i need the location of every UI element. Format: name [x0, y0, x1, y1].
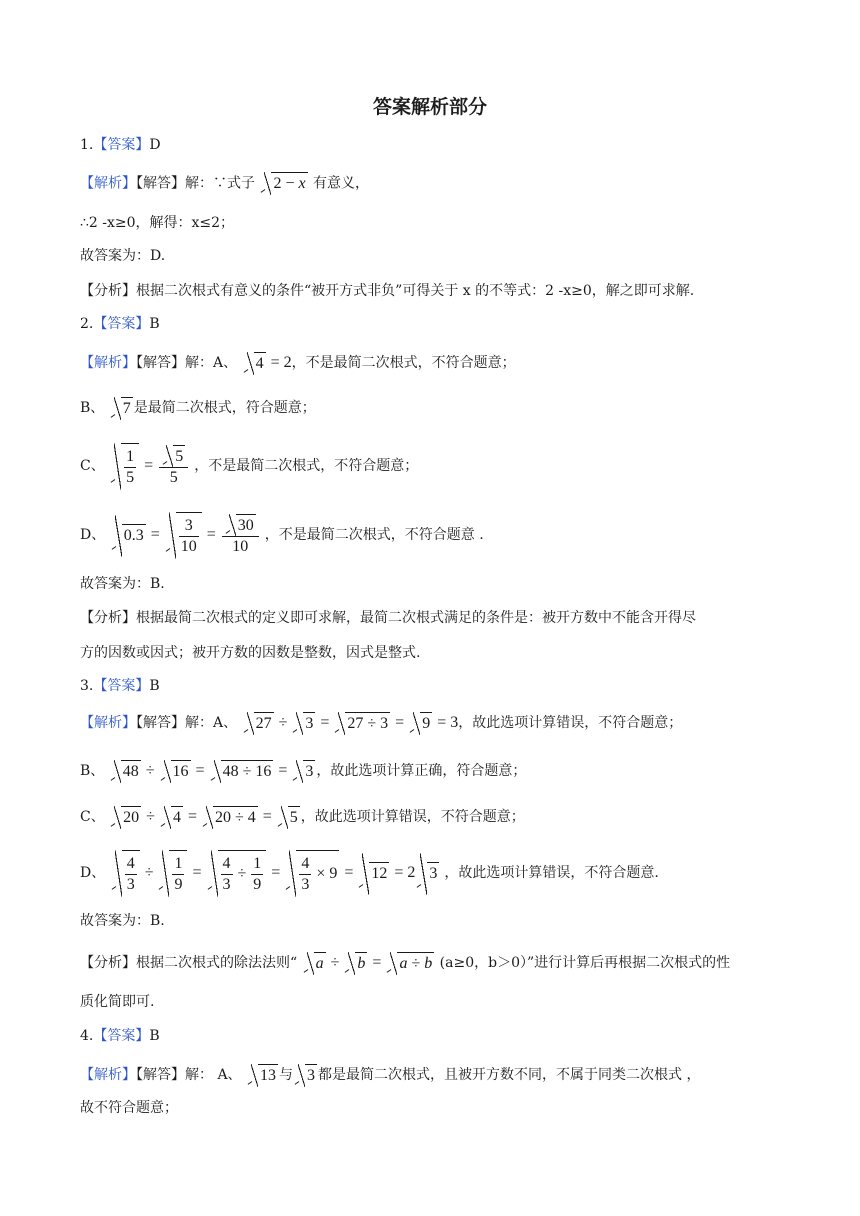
q2-d-formula: 0.3 = $\frac{3}{10}$ = $\frac{30}{10}$ [110, 526, 265, 543]
q3-b-formula: 48 ÷ 16 = 48 ÷ 16 = 3 [109, 762, 317, 779]
q4-a-mid: 与 [279, 1067, 294, 1084]
q1-answer: D [149, 137, 161, 153]
q1-number: 1. [80, 137, 94, 153]
q4-answer: B [149, 1028, 160, 1044]
q4-answer-tag: 【答案】 [93, 1028, 150, 1044]
q2-conclusion: 故答案为：B. [80, 576, 165, 592]
q2-option-b [80, 397, 316, 420]
q4-jiexi-tag: 【解析】 [80, 1067, 136, 1084]
q3-d-pre: D、 [80, 865, 106, 882]
q4-a-formula-2: 3 [293, 1066, 318, 1083]
q3-option-b [80, 760, 526, 783]
q4-a-pre: 解： A、 [185, 1067, 242, 1084]
q3-analysis-tag: 【分析】 [80, 955, 136, 972]
q1-jieda-tag: 【解答】 [136, 175, 185, 192]
q3-jiexi-tag: 【解析】 [80, 715, 136, 732]
q2-d-pre: D、 [80, 527, 106, 544]
q3-c-pre: C、 [80, 809, 105, 826]
q3-a-pre: 解：A、 [185, 715, 238, 732]
q2-analysis-text-1: 根据最简二次根式的定义即可求解，最简二次根式满足的条件是：被开方数中不能含开得尽 [136, 610, 696, 626]
q1-solution-line [80, 172, 369, 195]
q3-number: 3. [80, 678, 94, 694]
page-title: 答案解析部分 [372, 96, 487, 118]
q1-jiexi-tag: 【解析】 [80, 175, 136, 192]
q2-b-post: 是最简二次根式，符合题意； [133, 400, 316, 417]
q2-option-d [80, 512, 484, 559]
q4-number: 4. [80, 1028, 94, 1044]
q2-a-formula: 4 = 2 [242, 354, 292, 371]
q2-answer-line [80, 313, 160, 335]
q3-option-a [80, 712, 682, 735]
q3-c-formula: 20 ÷ 4 = 20 ÷ 4 = 5 [109, 808, 301, 825]
q2-b-formula: 7 [109, 399, 134, 416]
q3-analysis-1 [80, 952, 730, 975]
q2-a-pre: 解：A、 [185, 355, 238, 372]
q2-option-a [80, 352, 516, 375]
q3-jieda-tag: 【解答】 [136, 715, 185, 732]
q3-option-c [80, 806, 525, 829]
q2-c-pre: C、 [80, 458, 105, 475]
q3-analysis-formula: a ÷ b = a ÷ b [302, 954, 436, 971]
q3-analysis-2: 质化简即可. [80, 994, 155, 1010]
q3-answer-tag: 【答案】 [93, 678, 150, 694]
q3-conclusion: 故答案为：B. [80, 913, 165, 929]
q2-c-post: ，不是最简二次根式，不符合题意； [194, 458, 419, 475]
q3-option-d [80, 850, 659, 897]
q1-text-a: 解：∵式子 [185, 175, 255, 192]
q2-answer: B [149, 316, 160, 332]
q2-number: 2. [80, 316, 94, 332]
q3-analysis-text-1b: (a≥0，b＞0）”进行计算后再根据二次根式的性 [435, 955, 731, 972]
q2-analysis-tag: 【分析】 [80, 610, 136, 626]
q4-answer-line [80, 1025, 160, 1047]
q2-option-c [80, 443, 418, 490]
q2-c-formula: $\frac{1}{5}$ = $\frac{5}{5}$ [109, 457, 194, 474]
q4-option-a [80, 1064, 700, 1087]
q2-answer-tag: 【答案】 [93, 316, 150, 332]
q3-c-post: ，故此选项计算错误，不符合题意； [300, 809, 525, 826]
q3-a-post: ，故此选项计算错误，不符合题意； [458, 715, 683, 732]
q1-radical: 2 − x [260, 172, 307, 195]
q3-analysis-text-1a: 根据二次根式的除法法则“ [136, 955, 298, 972]
q3-b-post: ，故此选项计算正确，符合题意； [316, 763, 527, 780]
q1-answer-line [80, 134, 161, 156]
q3-b-pre: B、 [80, 763, 105, 780]
q1-analysis-text: 根据二次根式有意义的条件“被开方式非负”可得关于 x 的不等式：2 -x≥0，解之即可求解. [136, 283, 695, 299]
q2-b-pre: B、 [80, 400, 105, 417]
q1-answer-tag: 【答案】 [93, 137, 150, 153]
q2-d-post: ，不是最简二次根式，不符合题意 . [264, 527, 484, 544]
q4-jieda-tag: 【解答】 [136, 1067, 185, 1084]
q1-analysis-tag: 【分析】 [80, 283, 136, 299]
q2-analysis-1 [80, 607, 696, 629]
q1-step: ∴2 -x≥0，解得：x≤2； [80, 215, 235, 231]
q4-a-line2: 故不符合题意； [80, 1100, 178, 1116]
q3-d-formula: $\frac{4}{3}$ ÷ $\frac{1}{9}$ = $\frac{4}{3}$ ÷ $\frac{1}{9}$ = $\frac{4}{3}$ × 9 = 12 = 2 3 [110, 864, 445, 881]
q3-answer-line [80, 675, 160, 697]
q2-jieda-tag: 【解答】 [136, 355, 185, 372]
q1-conclusion: 故答案为：D. [80, 248, 166, 264]
q4-a-post: 都是最简二次根式，且被开方数不同，不属于同类二次根式 ， [318, 1067, 701, 1084]
q1-text-b: 有意义， [313, 175, 370, 192]
q3-d-post: ，故此选项计算错误，不符合题意. [444, 865, 659, 882]
q2-jiexi-tag: 【解析】 [80, 355, 136, 372]
q3-answer: B [149, 678, 160, 694]
q3-a-formula: 27 ÷ 3 = 27 ÷ 3 = 9 = 3 [242, 714, 459, 731]
q4-a-formula-1: 13 [246, 1066, 279, 1083]
q2-analysis-2: 方的因数或因式；被开方数的因数是整数，因式是整式. [80, 645, 421, 661]
q2-a-post: ，不是最简二次根式，不符合题意； [291, 355, 516, 372]
q1-analysis [80, 280, 694, 302]
